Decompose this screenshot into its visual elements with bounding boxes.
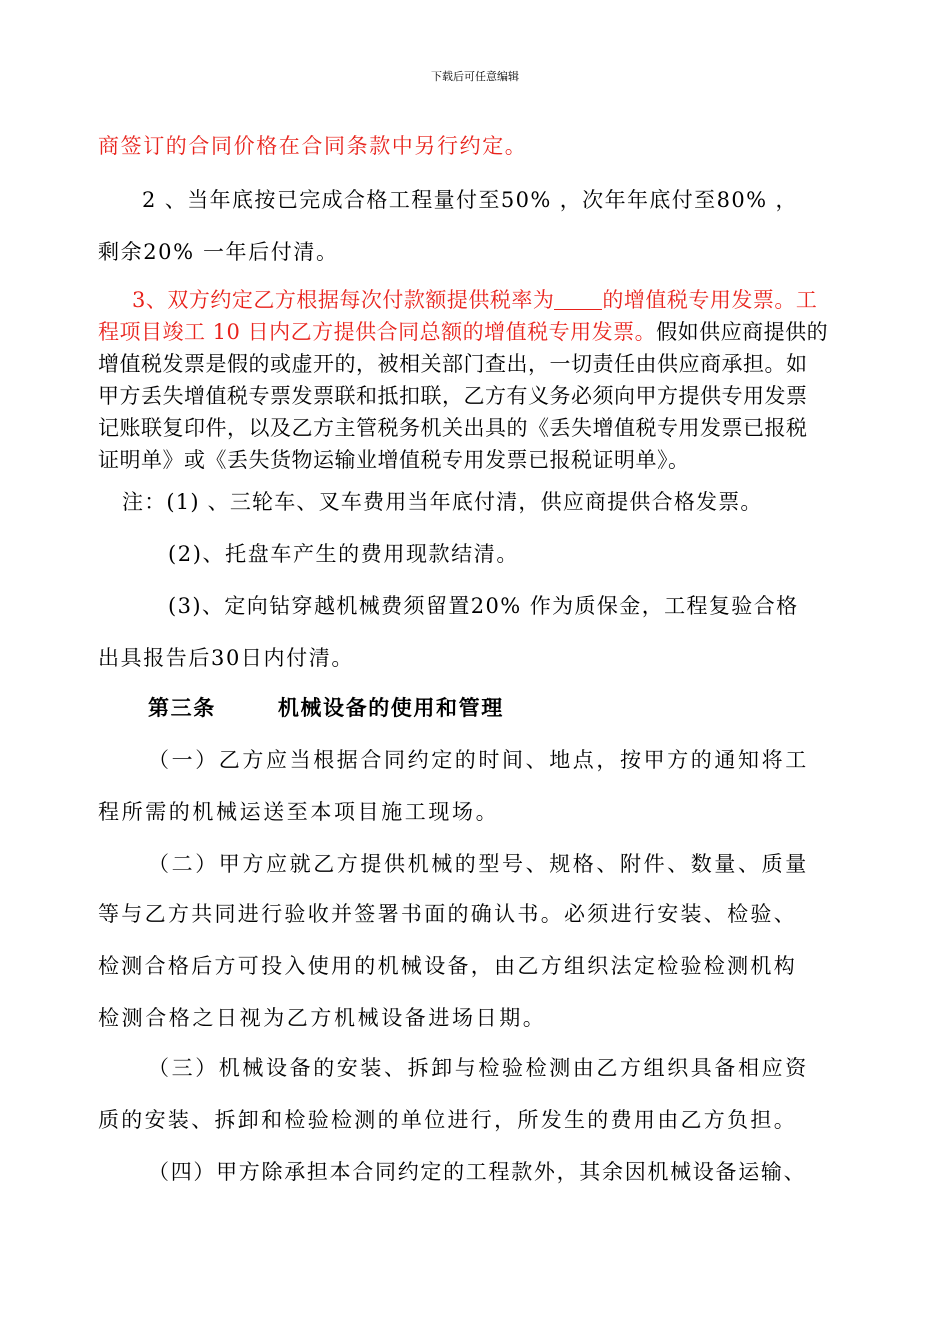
text-line: （四）甲方除承担本合同约定的工程款外，其余因机械设备运输、 bbox=[148, 1160, 807, 1184]
text-line: 质的安装、拆卸和检验检测的单位进行，所发生的费用由乙方负担。 bbox=[98, 1108, 797, 1132]
text-line: 检测合格后方可投入使用的机械设备，由乙方组织法定检验检测机构 bbox=[98, 954, 797, 978]
text-segment: 3、双方约定乙方根据每次付款额提供税率为 bbox=[132, 288, 555, 312]
text-line: 程所需的机械运送至本项目施工现场。 bbox=[98, 800, 500, 824]
text-line: （一）乙方应当根据合同约定的时间、地点，按甲方的通知将工 bbox=[148, 748, 809, 772]
text-line-mixed bbox=[98, 316, 828, 346]
text-line: 等与乙方共同进行验收并签署书面的确认书。必须进行安装、检验、 bbox=[98, 902, 797, 926]
text-line: 2 、当年底按已完成合格工程量付至50% ，次年年底付至80% ， bbox=[142, 188, 798, 212]
text-line: 记账联复印件，以及乙方主管税务机关出具的《丢失增值税专用发票已报税 bbox=[98, 416, 808, 440]
section-heading bbox=[148, 692, 504, 722]
page-header: 下载后可任意编辑 bbox=[431, 70, 519, 83]
text-line: 商签订的合同价格在合同条款中另行约定。 bbox=[98, 134, 528, 158]
section-number: 第三条 bbox=[148, 695, 216, 720]
text-line: (3)、定向钻穿越机械费须留置20% 作为质保金，工程复验合格 bbox=[168, 594, 799, 618]
text-line: 增值税发票是假的或虚开的，被相关部门查出，一切责任由供应商承担。如 bbox=[98, 352, 808, 376]
text-line-red bbox=[132, 284, 817, 314]
text-segment: 的增值税专用发票。工 bbox=[602, 288, 818, 312]
text-line: （二）甲方应就乙方提供机械的型号、规格、附件、数量、质量 bbox=[148, 852, 809, 876]
text-line: 剩余20% 一年后付清。 bbox=[98, 240, 339, 264]
blank-underline bbox=[554, 288, 602, 310]
text-segment: 假如供应商提供的 bbox=[656, 320, 829, 344]
text-line: 注：(1) 、三轮车、叉车费用当年底付清，供应商提供合格发票。 bbox=[122, 490, 763, 514]
text-line: 出具报告后30日内付清。 bbox=[98, 646, 354, 670]
text-line: 甲方丢失增值税专票发票联和抵扣联，乙方有义务必须向甲方提供专用发票 bbox=[98, 384, 808, 408]
text-line: 证明单》或《丢失货物运输业增值税专用发票已报税证明单》。 bbox=[98, 448, 690, 472]
text-segment: 程项目竣工 10 日内乙方提供合同总额的增值税专用发票。 bbox=[98, 320, 657, 344]
text-line: （三）机械设备的安装、拆卸与检验检测由乙方组织具备相应资 bbox=[148, 1056, 809, 1080]
section-title: 机械设备的使用和管理 bbox=[277, 695, 504, 720]
text-line: 检测合格之日视为乙方机械设备进场日期。 bbox=[98, 1006, 547, 1030]
text-line: (2)、托盘车产生的费用现款结清。 bbox=[168, 542, 519, 566]
